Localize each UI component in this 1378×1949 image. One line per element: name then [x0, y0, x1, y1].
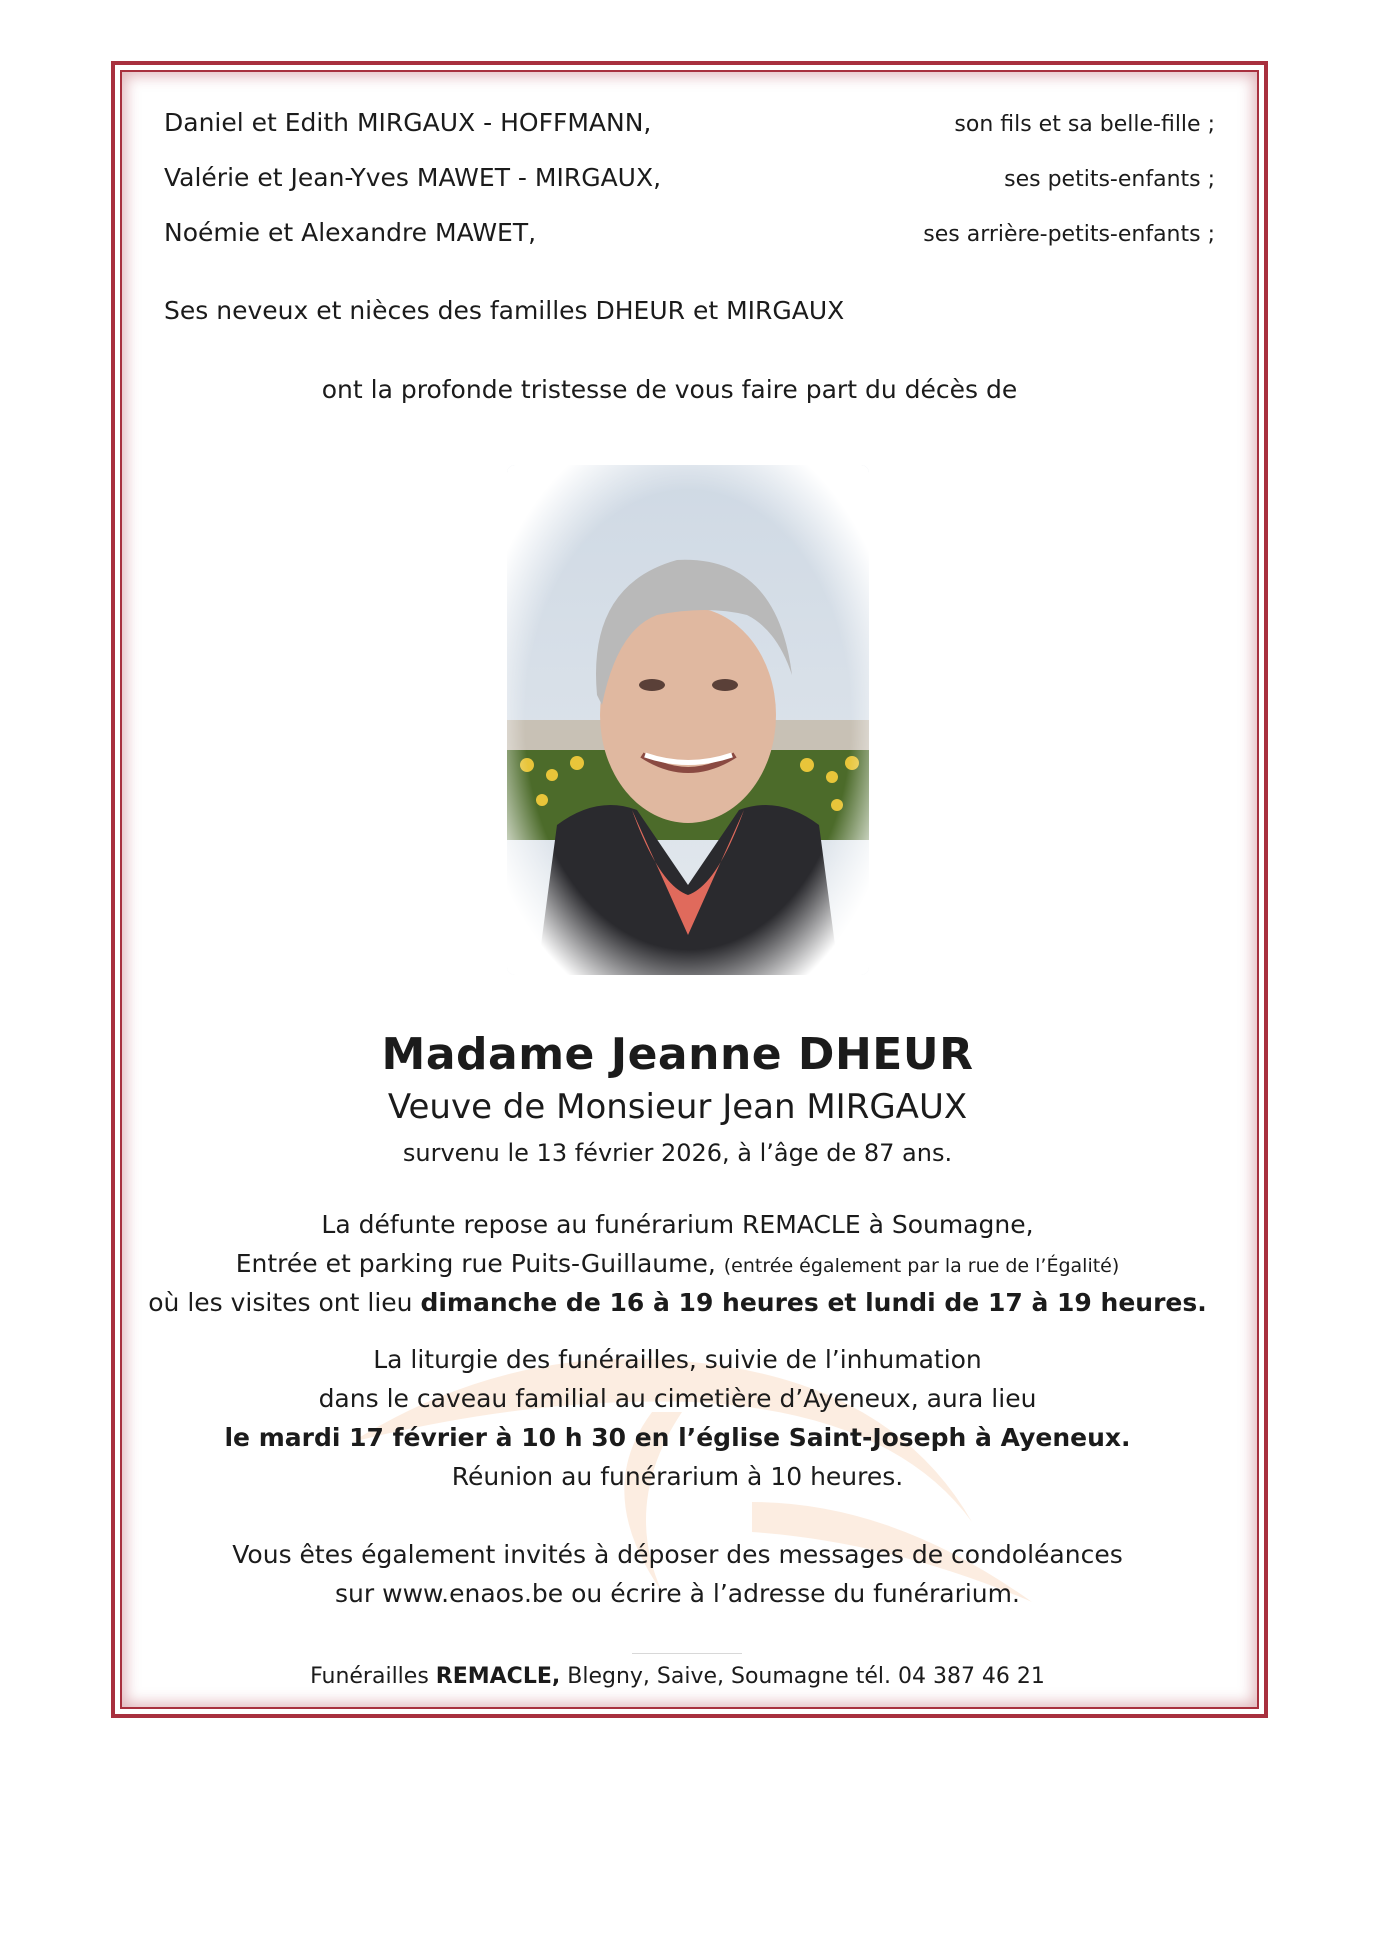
visitation-prefix: où les visites ont lieu — [148, 1288, 413, 1317]
visitation-address: Entrée et parking rue Puits-Guillaume, — [235, 1249, 716, 1278]
footer-line — [110, 1664, 1245, 1689]
footer-company: REMACLE, — [435, 1664, 561, 1689]
family-relation: ses petits-enfants ; — [1004, 167, 1215, 192]
visitation-note: (entrée également par la rue de l’Égalité) — [723, 1255, 1120, 1277]
announcement-line: ont la profonde tristesse de vous faire part du décès de — [321, 375, 1018, 404]
obituary-content — [122, 72, 1257, 1707]
funeral-line3 — [110, 1423, 1245, 1452]
family-name: Daniel et Edith MIRGAUX - HOFFMANN, — [164, 108, 652, 137]
visitation-line1: La défunte repose au funérarium REMACLE à Soumagne, — [321, 1210, 1034, 1239]
footer-prefix: Funérailles — [310, 1664, 429, 1689]
widow-of-line: Veuve de Monsieur Jean MIRGAUX — [387, 1087, 968, 1127]
nephews-line: Ses neveux et nièces des familles DHEUR et MIRGAUX — [164, 296, 845, 325]
family-relation: son fils et sa belle-fille ; — [954, 112, 1215, 137]
funeral-date: le mardi 17 février à 10 h 30 en l’église Saint-Joseph à Ayeneux. — [224, 1423, 1131, 1452]
death-date-line: survenu le 13 février 2026, à l’âge de 87 ans. — [402, 1139, 953, 1167]
family-name: Valérie et Jean-Yves MAWET - MIRGAUX, — [164, 163, 662, 192]
family-relation: ses arrière-petits-enfants ; — [923, 222, 1215, 247]
family-row — [164, 163, 1215, 203]
family-name: Noémie et Alexandre MAWET, — [164, 218, 537, 247]
visitation-hours: dimanche de 16 à 19 heures et lundi de 17 à 19 heures. — [420, 1288, 1207, 1317]
visitation-line3 — [110, 1288, 1245, 1317]
funeral-line2: dans le caveau familial au cimetière d’Ayeneux, aura lieu — [318, 1384, 1037, 1413]
funeral-line1: La liturgie des funérailles, suivie de l’inhumation — [373, 1345, 982, 1374]
footer-separator — [632, 1653, 742, 1654]
condolences-line1: Vous êtes également invités à déposer des messages de condoléances — [232, 1540, 1123, 1569]
deceased-name: Madame Jeanne DHEUR — [381, 1029, 974, 1080]
condolences-line2: sur www.enaos.be ou écrire à l’adresse du funérarium. — [335, 1579, 1020, 1608]
visitation-line2 — [110, 1249, 1245, 1278]
funeral-line4: Réunion au funérarium à 10 heures. — [451, 1462, 904, 1491]
portrait-photo — [507, 465, 869, 975]
family-row — [164, 218, 1215, 258]
footer-contact: Blegny, Saive, Soumagne tél. 04 387 46 21 — [567, 1664, 1045, 1689]
family-row — [164, 108, 1215, 148]
